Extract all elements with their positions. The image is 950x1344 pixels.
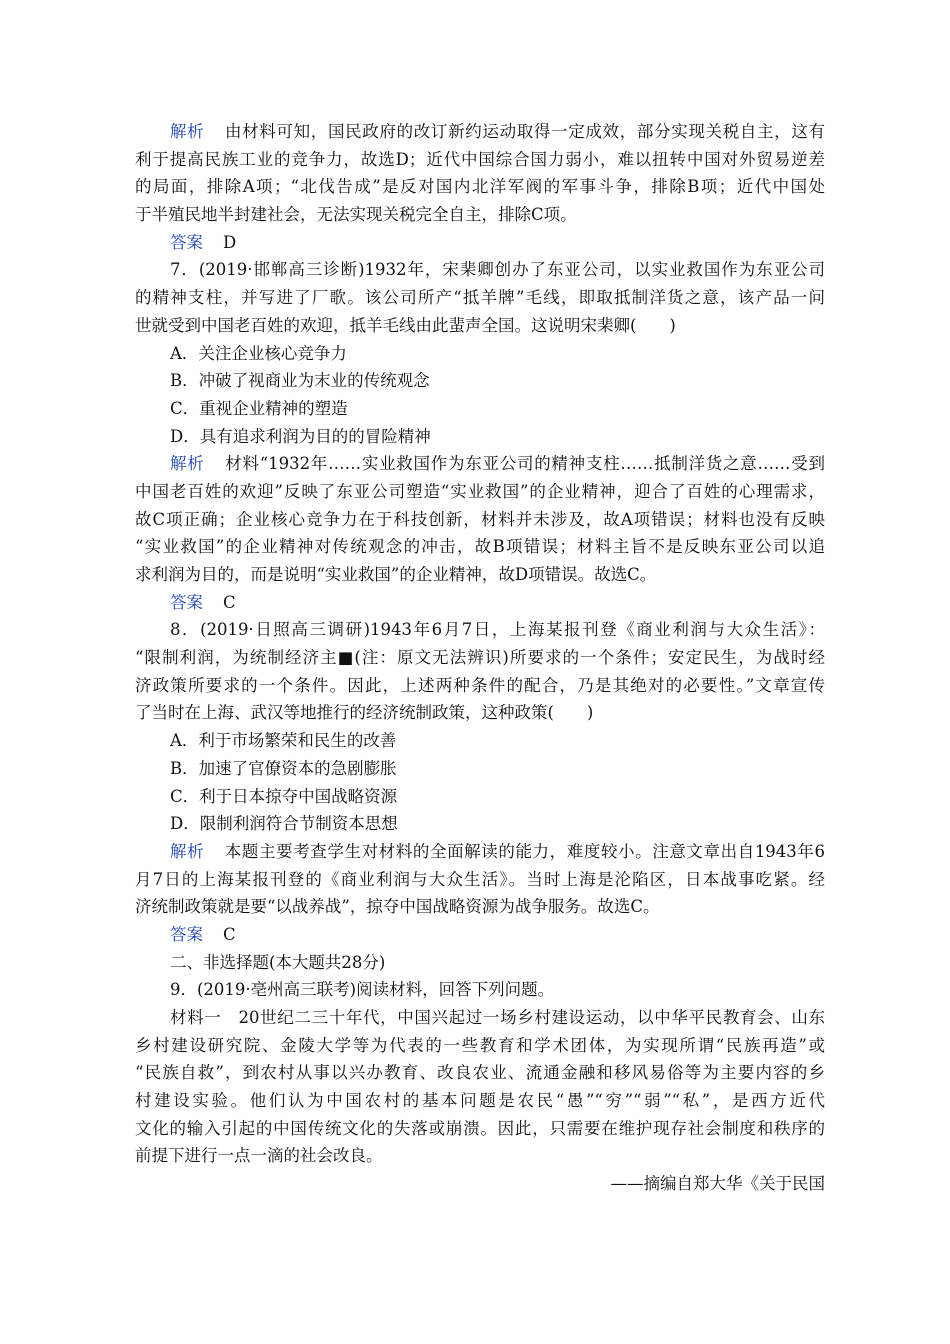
line-text: C: [223, 592, 236, 612]
text-line: [135, 1142, 825, 1170]
line-text: 二、非选择题(本大题共28分): [170, 952, 386, 972]
text-line: [135, 893, 825, 921]
line-text: D: [223, 232, 237, 252]
analysis-paragraph-line: [135, 118, 825, 146]
line-text: A．利于市场繁荣和民生的改善: [170, 731, 397, 751]
text-line: [135, 423, 825, 451]
line-text: 材料“1932年……实业救国作为东亚公司的精神支柱……抵制洋货之意……受到: [224, 454, 825, 474]
text-line: [135, 1115, 825, 1143]
line-text: 济统制政策就是要“以战养战”，掠夺中国战略资源为战争服务。故选C。: [135, 897, 660, 917]
line-text: 中国老百姓的欢迎”反映了东亚公司塑造“实业救国”的企业精神，迎合了百姓的心理需求，: [135, 481, 825, 501]
line-text: 利于提高民族工业的竞争力，故选D；近代中国综合国力弱小，难以扭转中国对外贸易逆差: [135, 149, 825, 169]
text-line: [135, 866, 825, 894]
line-text: ——摘编自郑大华《关于民国: [610, 1174, 825, 1194]
text-line: [135, 1004, 825, 1032]
text-line: [135, 284, 825, 312]
answer-line: [135, 229, 825, 257]
text-line: [135, 699, 825, 727]
text-line: [135, 256, 825, 284]
line-text: 求利润为目的，而是说明“实业救国”的企业精神，故D项错误。故选C。: [135, 565, 657, 584]
text-line: [135, 533, 825, 561]
answer-label: 答案: [170, 592, 203, 612]
text-line: [135, 755, 825, 783]
line-text: 月7日的上海某报刊登的《商业利润与大众生活》。当时上海是沦陷区，日本战事吃紧。经: [135, 869, 825, 889]
text-line: [135, 146, 825, 174]
line-text: 世就受到中国老百姓的欢迎，抵羊毛线由此蜚声全国。这说明宋棐卿( ): [135, 315, 676, 335]
line-text: 的局面，排除A项；“北伐告成”是反对国内北洋军阀的军事斗争，排除B项；近代中国处: [135, 177, 825, 197]
text-line: [135, 1087, 825, 1115]
text-line: [135, 976, 825, 1004]
text-line: [135, 561, 825, 589]
line-text: 了当时在上海、武汉等地推行的经济统制政策，这种政策( ): [135, 703, 594, 723]
line-text: 村建设实验。他们认为中国农村的基本问题是农民“愚”“穷”“弱”“私”，是西方近代: [135, 1091, 825, 1111]
line-text: “民族自救”，到农村从事以兴办教育、改良农业、流通金融和移风易俗等为主要内容的乡: [135, 1063, 825, 1083]
line-text: C．利于日本掠夺中国战略资源: [170, 786, 398, 806]
text-line: [135, 506, 825, 534]
line-text: 8．(2019·日照高三调研)1943年6月7日，上海某报刊登《商业利润与大众生活》：: [170, 620, 825, 640]
analysis-paragraph-line: [135, 450, 825, 478]
line-text: 的精神支柱，并写进了厂歌。该公司所产“抵羊牌”毛线，即取抵制洋货之意，该产品一问: [135, 288, 825, 308]
analysis-label: 解析: [170, 122, 205, 141]
text-line: [135, 810, 825, 838]
line-text: 由材料可知，国民政府的改订新约运动取得一定成效，部分实现关税自主，这有: [224, 122, 825, 141]
text-line: [135, 672, 825, 700]
line-text: B．冲破了视商业为末业的传统观念: [170, 371, 430, 391]
line-text: B．加速了官僚资本的急剧膨胀: [170, 758, 397, 778]
line-text: 7．(2019·邯郸高三诊断)1932年，宋棐卿创办了东亚公司，以实业救国作为东亚公司: [170, 260, 825, 280]
line-text: 乡村建设研究院、金陵大学等为代表的一些教育和学术团体，为实现所谓“民族再造”或: [135, 1035, 825, 1055]
text-line: [135, 949, 825, 977]
text-line: [135, 783, 825, 811]
text-line: [135, 340, 825, 368]
answer-label: 答案: [170, 924, 203, 944]
text-line: [135, 727, 825, 755]
text-line: [135, 173, 825, 201]
answer-label: 答案: [170, 232, 203, 252]
line-text: 材料一 20世纪二三十年代，中国兴起过一场乡村建设运动，以中华平民教育会、山东: [170, 1008, 825, 1027]
text-line: [135, 367, 825, 395]
analysis-label: 解析: [170, 841, 205, 861]
text-line: [135, 395, 825, 423]
answer-line: [135, 589, 825, 617]
analysis-label: 解析: [170, 454, 205, 474]
line-text: 济政策所要求的一个条件。因此，上述两种条件的配合，乃是其绝对的必要性。”文章宣传: [135, 675, 825, 695]
line-text: D．限制利润符合节制资本思想: [170, 814, 398, 834]
text-line: [135, 478, 825, 506]
text-line: [135, 1170, 825, 1198]
line-text: 前提下进行一点一滴的社会改良。: [135, 1146, 383, 1166]
line-text: C: [223, 924, 236, 944]
text-line: [135, 1059, 825, 1087]
text-line: [135, 1032, 825, 1060]
line-text: C．重视企业精神的塑造: [170, 398, 348, 418]
text-line: [135, 616, 825, 644]
line-text: D．具有追求利润为目的的冒险精神: [170, 426, 431, 446]
text-line: [135, 644, 825, 672]
line-text: “实业救国”的企业精神对传统观念的冲击，故B项错误；材料主旨不是反映东亚公司以追: [135, 537, 825, 557]
analysis-paragraph-line: [135, 838, 825, 866]
line-text: A．关注企业核心竞争力: [170, 343, 347, 363]
line-text: 文化的输入引起的中国传统文化的失落或崩溃。因此，只需要在维护现存社会制度和秩序的: [135, 1118, 825, 1138]
line-text: 本题主要考查学生对材料的全面解读的能力，难度较小。注意文章出自1943年6: [224, 841, 825, 861]
text-line: [135, 201, 825, 229]
line-text: 于半殖民地半封建社会，无法实现关税完全自主，排除C项。: [135, 205, 577, 225]
text-line: [135, 312, 825, 340]
line-text: 故C项正确；企业核心竞争力在于科技创新，材料并未涉及，故A项错误；材料也没有反映: [135, 509, 825, 529]
answer-line: [135, 921, 825, 949]
document-page: [135, 118, 825, 1198]
line-text: “限制利润，为统制经济主■(注：原文无法辨识)所要求的一个条件；安定民生，为战时经: [135, 648, 825, 668]
line-text: 9．(2019·亳州高三联考)阅读材料，回答下列问题。: [170, 980, 555, 1000]
